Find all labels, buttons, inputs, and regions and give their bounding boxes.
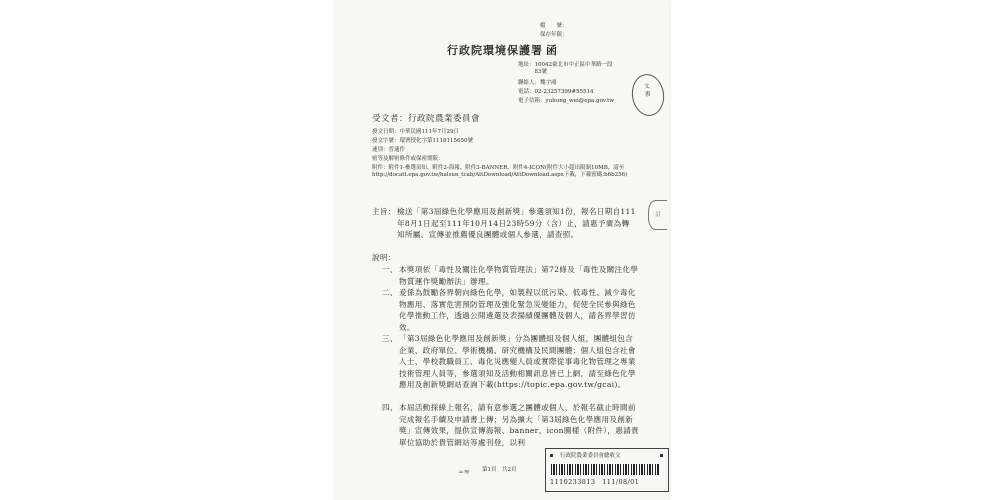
issue-date: 發文日期：中華民國111年7月29日 [372, 129, 459, 135]
stamp-text: 文 書 [643, 82, 652, 99]
item-2-text: 爰係為鼓勵各界朝向綠色化學，如製程以低污染、低毒性、減少毒化物應用、落實危害預防管理及強化緊急災變能力，促使全民參與綠色化學推動工作，透過公開遴選及表揚績優團體及個人，請各界學習仿效。 [399, 288, 636, 332]
item-4-text: 本屆活動採線上報名，請有意參選之團體或個人，於報名截止時間前完成報名手續及申請書上傳；另為擴大「第3屆綠色化學應用及創新獎」宣傳效果，提供宣傳海報、banner、icon圖樣（附件），惠請貴單位協助於貴管網站等處刊登，以利 [399, 403, 639, 447]
barcode-icon [551, 464, 659, 475]
item-4-number: 四、 [382, 403, 398, 412]
file-number-label: 檔 號： [540, 23, 568, 29]
recipient-label: 受文者： [372, 114, 409, 124]
contact-phone: 電話：02-23257399#55514 [518, 89, 594, 95]
receipt-agency: 行政院農業委員會總收文 [560, 453, 621, 459]
agency-address: 地址：10042臺北市中正區中華路一段 83號 [518, 62, 613, 75]
subject-label: 主旨： [372, 207, 396, 216]
binding-seal [648, 200, 667, 230]
marker-square-icon [660, 454, 663, 457]
item-1-text: 本獎項依「毒性及關注化學物質管理法」第72條及「毒性及關注化學物質運作獎勵辦法」辦理。 [399, 265, 639, 286]
item-1-number: 一、 [382, 265, 398, 274]
recipient-name: 行政院農業委員會 [408, 114, 481, 124]
issue-number: 發文字號：環署授化字第1118115650號 [372, 138, 473, 144]
retention-label: 保存年限： [540, 32, 568, 38]
handwritten-scribble-icon: ≈≋ [458, 468, 470, 476]
marker-square-icon [550, 454, 553, 457]
agency-title: 行政院環境保護署 [447, 44, 543, 57]
document-type: 函 [546, 44, 557, 57]
explanation-label: 說明： [372, 253, 396, 262]
page-number: 第1頁 共2頁 [482, 467, 517, 473]
contact-person: 聯絡人：魏宇鴻 [518, 80, 557, 86]
attachments: 附件：附件1-參選須知、附件2-海報、附件3-BANNER、附件4-ICON(附件大小超出限制10MB，請至http://docatt.epa.gov.tw/halsun_tcab/AttDownload/AttDownload.aspx下載，下載密碼:b6b256) [372, 165, 628, 178]
item-3-text: 「第3屆綠色化學應用及創新獎」分為團體組及個人組，團體組包含企業、政府單位、學術機構、研究機構及民間團體；個人組包含社會人士、學校教職員工、毒化災應變人員或實際從事毒化物管理之專業技術管理人員等，參選須知及活動相關訊息皆已上網，請至綠色化學應用及創新獎網站查詢下載(https://topic.epa.gov.tw/gcai)。 [399, 334, 636, 389]
seal-text: 訂 [655, 212, 661, 218]
receipt-number: 1110233813 111/08/01 [550, 478, 640, 486]
item-3-number: 三、 [382, 334, 398, 343]
recipient-line [372, 112, 480, 124]
secrecy-level: 密等及解密條件或保密期限： [372, 156, 444, 162]
contact-email: 電子信箱：yuhung_wei@epa.gov.tw [518, 98, 615, 104]
item-2-number: 二、 [382, 288, 398, 297]
delivery-speed: 速別：普通件 [372, 147, 406, 153]
subject-text: 檢送「第3屆綠色化學應用及創新獎」參選須知1份，報名日期自111年8月1日起至111年10月14日23時59分（含）止，請惠予廣為轉知所屬、宣傳並推薦優良團體或個人參選，請查照。 [397, 207, 636, 239]
